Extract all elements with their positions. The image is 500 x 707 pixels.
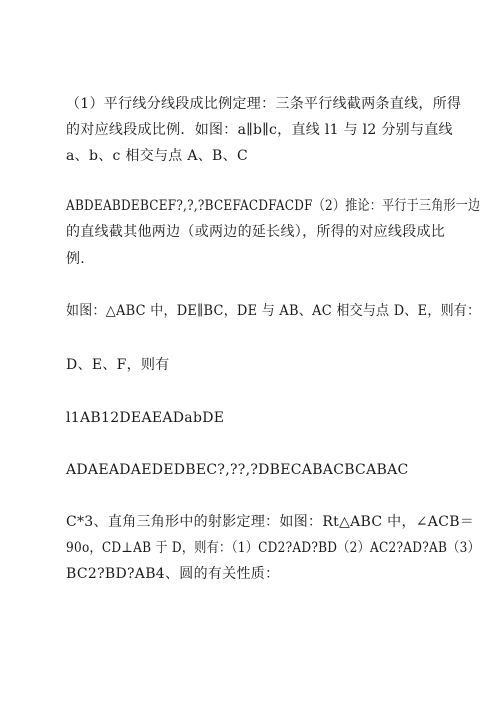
text-line: 例. [66,251,86,267]
text-line: 的直线截其他两边（或两边的延长线），所得的对应线段成比 [66,224,446,240]
text-line: 如图：△ABC 中，DE∥BC，DE 与 AB、AC 相交与点 D、E，则有： [66,303,481,319]
text-line: ABDEABDEBCEF?,?,?BCEFACDFACDF（2）推论：平行于三角形一边 [66,198,481,214]
text-line: ADAEADAEDEDBEC?,??,?DBECABACBCABAC [66,462,409,478]
text-line: D、E、F，则有 [66,357,170,373]
text-line: l1AB12DEAEADabDE [66,410,225,426]
text-line: 90o，CD⊥AB 于 D，则有：（1）CD2?AD?BD（2）AC2?AD?AB（3） [66,540,480,556]
text-line: （1）平行线分线段成比例定理：三条平行线截两条直线，所得 [66,96,462,112]
text-line: BC2?BD?AB4、圆的有关性质： [66,566,280,582]
text-line: a、b、c 相交与点 A、B、C [66,148,248,164]
text-line: 的对应线段成比例．如图：a∥b∥c，直线 l1 与 l2 分别与直线 [66,122,453,138]
text-line: C*3、直角三角形中的射影定理：如图：Rt△ABC 中，∠ACB＝ [66,514,475,530]
